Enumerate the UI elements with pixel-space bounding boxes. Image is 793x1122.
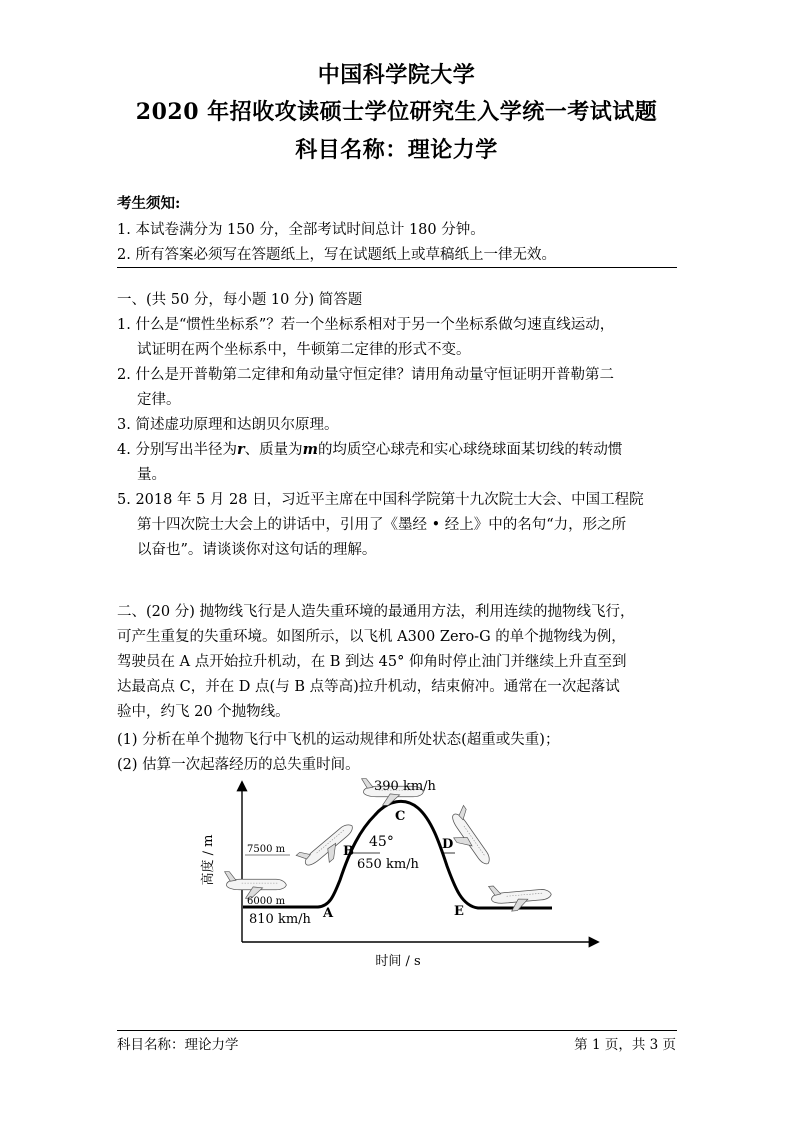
question-3: 3. 简述虚功原理和达朗贝尔原理。 bbox=[117, 417, 339, 433]
speed-label-top: 390 km/h bbox=[374, 779, 436, 794]
question-1-line-2: 试证明在两个坐标系中，牛顿第二定律的形式不变。 bbox=[137, 342, 471, 358]
section2-line-2: 可产生重复的失重环境。如图所示，以飞机 A300 Zero-G 的单个抛物线为例， bbox=[117, 629, 626, 645]
subject-title: 科目名称：理论力学 bbox=[295, 137, 498, 163]
y-axis-label: 高度 / m bbox=[201, 834, 216, 886]
notice-title: 考生须知: bbox=[117, 195, 181, 212]
university-title: 中国科学院大学 bbox=[317, 62, 476, 88]
notice-item-1: 1. 本试卷满分为 150 分，全部考试时间总计 180 分钟。 bbox=[117, 222, 485, 238]
section1-heading: 一、(共 50 分，每小题 10 分) 简答题 bbox=[117, 292, 363, 308]
question-4-middle: 、质量为 bbox=[244, 442, 303, 458]
mass-symbol: m bbox=[302, 441, 318, 458]
point-e-label: E bbox=[454, 904, 464, 919]
question-2-line-1: 2. 什么是开普勒第二定律和角动量守恒定律？请用角动量守恒证明开普勒第二 bbox=[117, 367, 614, 383]
point-b-label: B bbox=[343, 844, 354, 859]
point-c-label: C bbox=[395, 809, 406, 824]
speed-label-mid: 650 km/h bbox=[357, 857, 419, 872]
airplane-icon bbox=[225, 872, 287, 899]
altitude-label-low: 6000 m bbox=[247, 896, 286, 907]
question-4-prefix: 4. 分别写出半径为 bbox=[117, 442, 237, 458]
footer-divider bbox=[117, 1030, 677, 1031]
question-4-line-2: 量。 bbox=[137, 467, 166, 483]
x-axis-label: 时间 / s bbox=[375, 954, 421, 969]
point-a-label: A bbox=[323, 906, 334, 921]
altitude-label-high: 7500 m bbox=[247, 844, 286, 855]
section2-line-3: 驾驶员在 A 点开始拉升机动，在 B 到达 45° 仰角时停止油门并继续上升直至到 bbox=[117, 654, 627, 670]
question-4-suffix: 的均质空心球壳和实心球绕球面某切线的转动惯 bbox=[317, 442, 623, 458]
question-1-line-1: 1. 什么是“惯性坐标系”？若一个坐标系相对于另一个坐标系做匀速直线运动， bbox=[117, 317, 615, 333]
angle-label: 45° bbox=[369, 834, 394, 850]
question-2-line-2: 定律。 bbox=[137, 392, 181, 408]
question-5-line-2: 第十四次院士大会上的讲话中，引用了《墨经 • 经上》中的名句“力，形之所 bbox=[137, 517, 627, 533]
question-5-line-1: 5. 2018 年 5 月 28 日，习近平主席在中国科学院第十九次院士大会、中国工程院 bbox=[117, 492, 644, 508]
section2-line-4: 达最高点 C，并在 D 点(与 B 点等高)拉升机动，结束俯冲。通常在一次起落试 bbox=[117, 679, 620, 695]
notice-item-2: 2. 所有答案必须写在答题纸上，写在试题纸上或草稿纸上一律无效。 bbox=[117, 247, 556, 263]
point-d-label: D bbox=[442, 837, 454, 852]
subquestion-1: (1) 分析在单个抛物飞行中飞机的运动规律和所处状态(超重或失重)； bbox=[117, 732, 560, 748]
section2-line-5: 验中，约飞 20 个抛物线。 bbox=[117, 704, 290, 720]
exam-title: 2020 年招收攻读硕士学位研究生入学统一考试试题 bbox=[135, 99, 658, 125]
speed-label-low: 810 km/h bbox=[249, 912, 311, 927]
subquestion-2: (2) 估算一次起落经历的总失重时间。 bbox=[117, 757, 360, 773]
footer-subject: 科目名称：理论力学 bbox=[117, 1037, 239, 1053]
footer-page-number: 第 1 页，共 3 页 bbox=[574, 1037, 676, 1053]
question-5-line-3: 以奋也”。请谈谈你对这句话的理解。 bbox=[137, 542, 377, 558]
section2-line-1: 二、(20 分) 抛物线飞行是人造失重环境的最通用方法，利用连续的抛物线飞行， bbox=[117, 604, 635, 620]
radius-symbol: r bbox=[236, 441, 245, 458]
